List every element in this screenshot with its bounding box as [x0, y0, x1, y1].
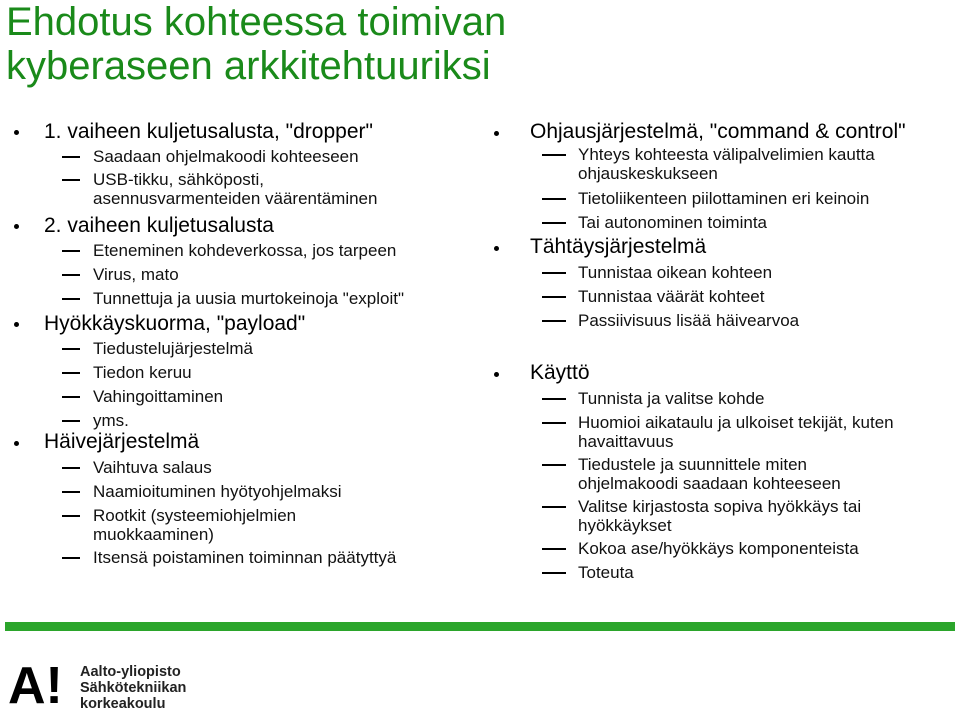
dash-icon — [62, 372, 80, 374]
bullet-item: Ohjausjärjestelmä, "command & control" — [530, 120, 906, 143]
sub-item-continuation: ohjauskeskukseen — [578, 164, 718, 183]
dash-icon — [542, 548, 566, 550]
sub-item: Eteneminen kohdeverkossa, jos tarpeen — [93, 241, 397, 260]
title-line-1: Ehdotus kohteessa toimivan — [6, 0, 507, 44]
bullet-icon — [14, 322, 19, 327]
sub-item: Itsensä poistaminen toiminnan päätyttyä — [93, 548, 397, 567]
sub-item: Virus, mato — [93, 265, 179, 284]
dash-icon — [542, 222, 566, 224]
dash-icon — [62, 491, 80, 493]
sub-item: Valitse kirjastosta sopiva hyökkäys tai — [578, 497, 862, 516]
org-line-1: Aalto-yliopisto — [80, 664, 181, 680]
organization-name — [80, 664, 186, 712]
sub-item-continuation: havaittavuus — [578, 432, 674, 451]
sub-item: Tunnista ja valitse kohde — [578, 389, 765, 408]
sub-item-continuation: muokkaaminen) — [93, 525, 214, 544]
sub-item-continuation: hyökkäykset — [578, 516, 672, 535]
dash-icon — [62, 515, 80, 517]
sub-item: Passiivisuus lisää häivearvoa — [578, 311, 800, 330]
logo-mark-text: A! — [8, 663, 63, 705]
sub-item-continuation: ohjelmakoodi saadaan kohteeseen — [578, 474, 841, 493]
dash-icon — [62, 250, 80, 252]
dash-icon — [62, 467, 80, 469]
slide-title — [6, 0, 946, 88]
sub-item: Tunnettuja ja uusia murtokeinoja "exploit" — [93, 289, 405, 308]
sub-item: Huomioi aikataulu ja ulkoiset tekijät, kuten — [578, 413, 894, 432]
dash-icon — [542, 198, 566, 200]
bullet-item: 1. vaiheen kuljetusalusta, "dropper" — [44, 120, 373, 143]
bullet-icon — [494, 372, 499, 377]
dash-icon — [542, 154, 566, 156]
bullet-item: 2. vaiheen kuljetusalusta — [44, 214, 274, 237]
dash-icon — [542, 422, 566, 424]
sub-item: Saadaan ohjelmakoodi kohteeseen — [93, 147, 359, 166]
bullet-item: Käyttö — [530, 361, 590, 384]
dash-icon — [542, 272, 566, 274]
sub-item-continuation: asennusvarmenteiden väärentäminen — [93, 189, 378, 208]
bullet-icon — [14, 224, 19, 229]
sub-item: Yhteys kohteesta välipalvelimien kautta — [578, 145, 875, 164]
footer-divider — [5, 622, 955, 631]
dash-icon — [62, 274, 80, 276]
bullet-item: Tähtäysjärjestelmä — [530, 235, 707, 258]
sub-item: yms. — [93, 411, 129, 430]
dash-icon — [62, 156, 80, 158]
sub-item: Tietoliikenteen piilottaminen eri keinoin — [578, 189, 870, 208]
sub-item: Tunnistaa väärät kohteet — [578, 287, 765, 306]
sub-item: Vahingoittaminen — [93, 387, 224, 406]
bullet-item: Häivejärjestelmä — [44, 430, 200, 453]
org-line-2: Sähkötekniikan — [80, 680, 187, 696]
sub-item: Kokoa ase/hyökkäys komponenteista — [578, 539, 859, 558]
dash-icon — [62, 420, 80, 422]
sub-item: USB-tikku, sähköposti, — [93, 170, 265, 189]
dash-icon — [542, 320, 566, 322]
aalto-logo-icon — [8, 663, 70, 705]
dash-icon — [542, 296, 566, 298]
sub-item: Tiedustele ja suunnittele miten — [578, 455, 808, 474]
bullet-item: Hyökkäyskuorma, "payload" — [44, 312, 306, 335]
dash-icon — [62, 396, 80, 398]
bullet-icon — [494, 131, 499, 136]
dash-icon — [542, 464, 566, 466]
sub-item: Tiedustelujärjestelmä — [93, 339, 253, 358]
sub-item: Tunnistaa oikean kohteen — [578, 263, 773, 282]
dash-icon — [542, 398, 566, 400]
title-line-2: kyberaseen arkkitehtuuriksi — [6, 44, 491, 88]
dash-icon — [542, 572, 566, 574]
sub-item: Tai autonominen toiminta — [578, 213, 768, 232]
dash-icon — [542, 506, 566, 508]
org-line-3: korkeakoulu — [80, 696, 166, 712]
bullet-icon — [14, 130, 19, 135]
dash-icon — [62, 348, 80, 350]
sub-item: Tiedon keruu — [93, 363, 192, 382]
sub-item: Naamioituminen hyötyohjelmaksi — [93, 482, 342, 501]
bullet-icon — [494, 246, 499, 251]
sub-item: Rootkit (systeemiohjelmien — [93, 506, 297, 525]
sub-item: Vaihtuva salaus — [93, 458, 212, 477]
dash-icon — [62, 557, 80, 559]
sub-item: Toteuta — [578, 563, 634, 582]
bullet-icon — [14, 441, 19, 446]
dash-icon — [62, 298, 80, 300]
dash-icon — [62, 179, 80, 181]
